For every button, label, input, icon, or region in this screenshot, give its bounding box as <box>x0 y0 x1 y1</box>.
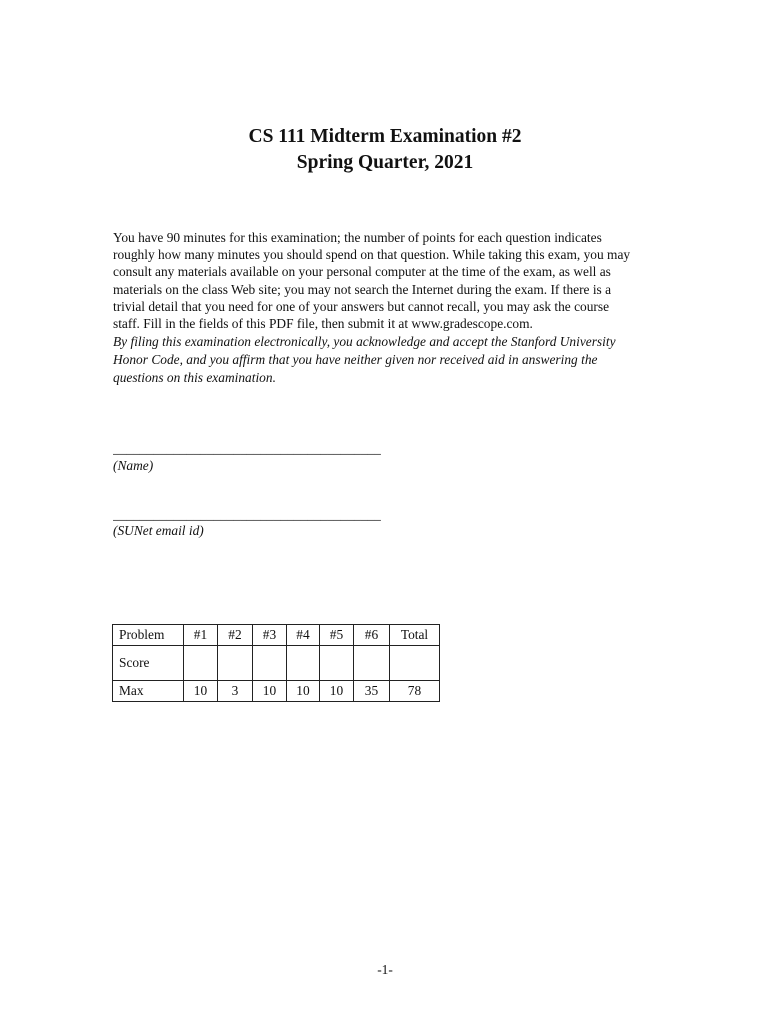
max-label: Max <box>113 681 184 702</box>
header-problem-5: #5 <box>320 625 354 646</box>
honor-code-paragraph: By filing this examination electronically, you acknowledge and accept the Stanford University Honor Code, and you affirm that you have neither given nor received aid in answering the questions on this examination. <box>113 334 616 385</box>
max-cell-5: 10 <box>320 681 354 702</box>
score-cell-5[interactable] <box>320 646 354 681</box>
header-problem: Problem <box>113 625 184 646</box>
header-total: Total <box>390 625 440 646</box>
header-problem-6: #6 <box>354 625 390 646</box>
score-cell-6[interactable] <box>354 646 390 681</box>
score-table <box>112 624 440 702</box>
name-label: (Name) <box>113 458 154 473</box>
header-problem-2: #2 <box>218 625 253 646</box>
max-cell-2: 3 <box>218 681 253 702</box>
table-score-row <box>113 646 440 681</box>
sunet-label: (SUNet email id) <box>113 523 204 538</box>
score-cell-3[interactable] <box>253 646 287 681</box>
score-cell-2[interactable] <box>218 646 253 681</box>
score-cell-1[interactable] <box>184 646 218 681</box>
table-header-row <box>113 625 440 646</box>
instructions-paragraph: You have 90 minutes for this examination; the number of points for each question indicates roughly how many minutes you should spend on that question. While taking this exam, you may consult any materials available on your personal computer at the time of the exam, as well as materials on the class Web site; you may not search the Internet during the exam. If there is a trivial detail that you need for one of your answers but cannot recall, you may ask the course staff. Fill in the fields of this PDF file, then submit it at www.gradescope.com. <box>113 230 631 332</box>
exam-title <box>0 124 770 176</box>
table-max-row <box>113 681 440 702</box>
score-cell-4[interactable] <box>287 646 320 681</box>
header-problem-3: #3 <box>253 625 287 646</box>
title-line-2: Spring Quarter, 2021 <box>296 152 474 173</box>
max-cell-6: 35 <box>354 681 390 702</box>
sunet-email-field[interactable]: ________________________________________ <box>113 507 381 522</box>
max-cell-4: 10 <box>287 681 320 702</box>
title-line-1: CS 111 Midterm Examination #2 <box>248 126 522 147</box>
header-problem-1: #1 <box>184 625 218 646</box>
page-number: -1- <box>377 962 393 977</box>
score-label: Score <box>113 646 184 681</box>
name-field[interactable]: ________________________________________ <box>113 441 381 456</box>
max-cell-total: 78 <box>390 681 440 702</box>
max-cell-3: 10 <box>253 681 287 702</box>
score-cell-total[interactable] <box>390 646 440 681</box>
max-cell-1: 10 <box>184 681 218 702</box>
header-problem-4: #4 <box>287 625 320 646</box>
